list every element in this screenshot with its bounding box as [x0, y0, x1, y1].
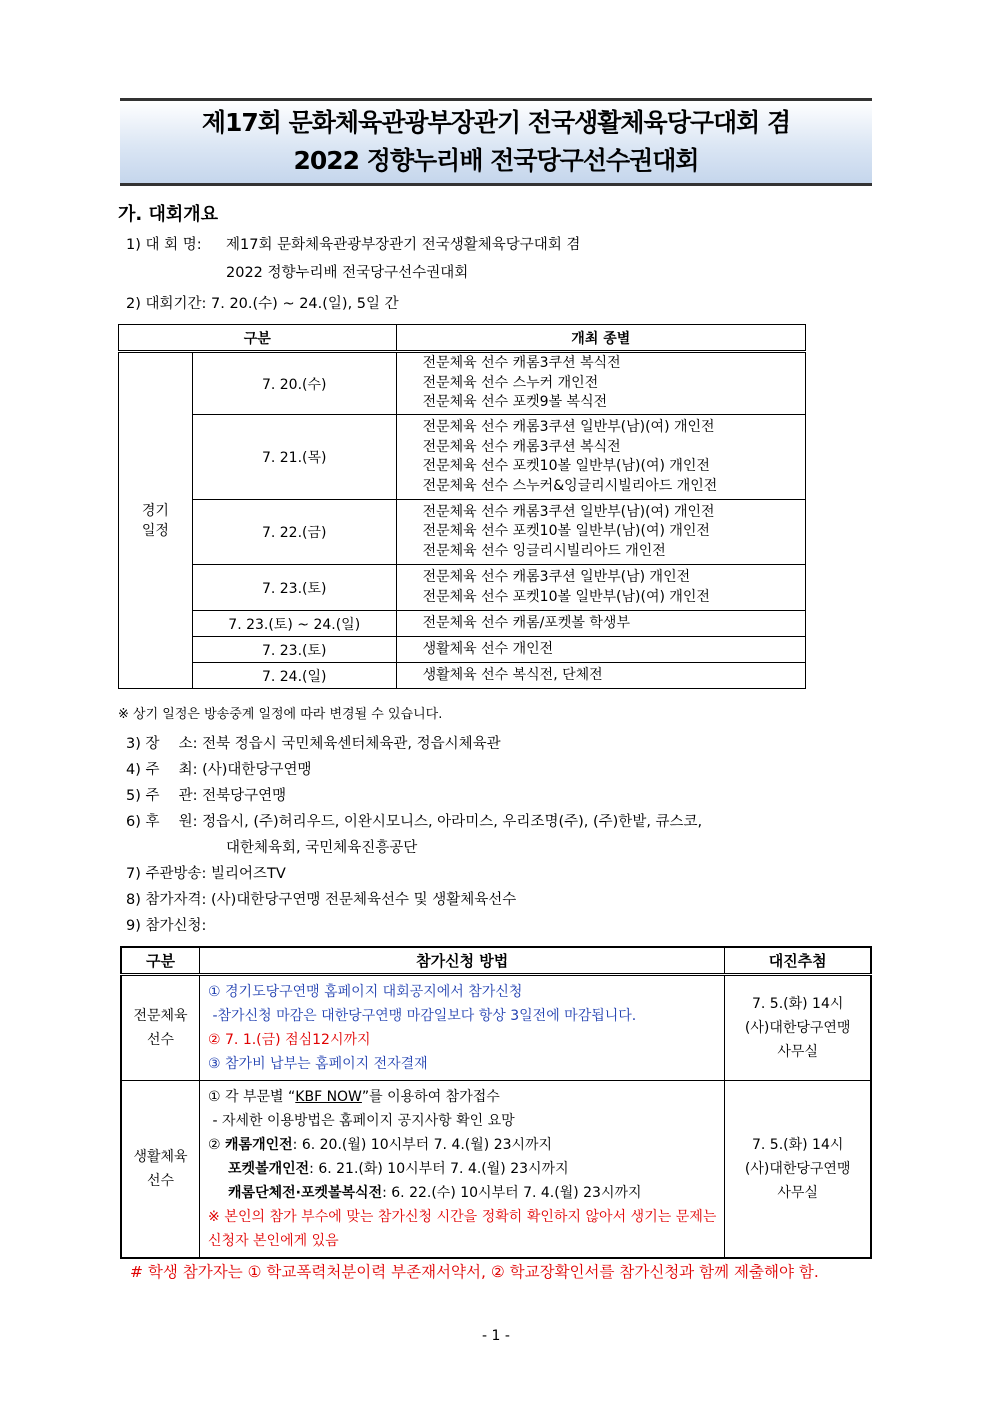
schedule-events — [396, 663, 805, 689]
table-row — [119, 415, 806, 500]
header-category: 구분 — [121, 947, 200, 975]
event-item: 전문체육 선수 스누커&잉글리시빌리아드 개인전 — [422, 477, 718, 494]
method-text: ① 각 부문별 “ — [208, 1089, 296, 1105]
method-line: - 자세한 이용방법은 홈페이지 공지사항 확인 요망 — [208, 1113, 515, 1129]
venue-line: 3) 장 소: 전북 정읍시 국민체육센터체육관, 정읍시체육관 — [126, 736, 501, 752]
schedule-events — [396, 352, 805, 415]
method-bold: 캐롬단체전·포켓볼복식전 — [228, 1185, 383, 1201]
section-heading: 가. 대회개요 — [118, 204, 219, 225]
draw-amateur: 7. 5.(화) 14시 (사)대한당구연맹 사무실 — [725, 1081, 871, 1259]
draw-pro: 7. 5.(화) 14시 (사)대한당구연맹 사무실 — [725, 975, 871, 1081]
table-row — [119, 611, 806, 637]
method-line — [208, 1085, 716, 1109]
table-row — [121, 975, 871, 1081]
sponsor-line-1: 6) 후 원: 정읍시, (주)허리우드, 이완시모니스, 아라미스, 우리조명(주), (주)한밭, 큐스코, — [126, 814, 703, 830]
event-item: 전문체육 선수 캐롬3쿠션 일반부(남)(여) 개인전 — [422, 419, 715, 435]
schedule-events — [396, 637, 805, 663]
broadcast-line: 7) 주관방송: 빌리어즈TV — [126, 866, 286, 882]
event-item: 생활체육 선수 개인전 — [422, 640, 554, 657]
event-item: 생활체육 선수 복식전, 단체전 — [422, 666, 603, 683]
table-row — [119, 352, 806, 415]
method-text: : 6. 22.(수) 10시부터 7. 4.(월) 23시까지 — [382, 1185, 642, 1201]
event-item: 전문체육 선수 캐롬3쿠션 복식전 — [422, 438, 621, 455]
event-name-line-1: 제17회 문화체육관광부장관기 전국생활체육당구대회 겸 — [226, 237, 581, 253]
event-item: 전문체육 선수 스누커 개인전 — [422, 374, 599, 391]
method-text: : 6. 21.(화) 10시부터 7. 4.(월) 23시까지 — [309, 1161, 569, 1177]
application-table — [120, 946, 872, 1259]
method-bold: 포켓볼개인전 — [228, 1161, 310, 1177]
method-line — [208, 1157, 716, 1181]
schedule-date: 7. 23.(토) ~ 24.(일) — [192, 611, 396, 637]
schedule-date: 7. 23.(토) — [192, 565, 396, 611]
event-item: 전문체육 선수 포켓10볼 일반부(남)(여) 개인전 — [422, 588, 710, 605]
deadline-line: ② 7. 1.(금) 점심12시까지 — [208, 1032, 371, 1048]
method-line — [208, 1181, 716, 1205]
schedule-table — [118, 324, 806, 689]
header-category: 구분 — [119, 325, 397, 352]
event-name-line-2: 2022 정향누리배 전국당구선수권대회 — [226, 265, 469, 281]
method-pro — [200, 975, 725, 1081]
header-method: 참가신청 방법 — [200, 947, 725, 975]
application-line: 9) 참가신청: — [126, 918, 207, 934]
method-bold: 캐롬개인전 — [225, 1137, 293, 1153]
table-row — [119, 663, 806, 689]
header-events: 개최 종별 — [396, 325, 805, 352]
event-name-label: 1) 대 회 명: — [126, 237, 202, 253]
header-draw: 대진추첨 — [725, 947, 871, 975]
kbf-now-link[interactable]: KBF NOW — [295, 1089, 362, 1105]
event-item: 전문체육 선수 포켓9볼 복식전 — [422, 394, 608, 411]
sponsor-line-2: 대한체육회, 국민체육진흥공단 — [226, 840, 418, 856]
title-line-2: 2022 정향누리배 전국당구선수권대회 — [293, 146, 699, 175]
schedule-date: 7. 20.(수) — [192, 352, 396, 415]
event-item: 전문체육 선수 캐롬3쿠션 일반부(남)(여) 개인전 — [422, 503, 715, 520]
title-line-1: 제17회 문화체육관광부장관기 전국생활체육당구대회 겸 — [201, 108, 791, 137]
event-item: 전문체육 선수 캐롬3쿠션 일반부(남) 개인전 — [422, 569, 691, 585]
method-amateur — [200, 1081, 725, 1259]
schedule-header-row — [119, 325, 806, 352]
event-item: 전문체육 선수 포켓10볼 일반부(남)(여) 개인전 — [422, 458, 710, 474]
organizer-line: 5) 주 관: 전북당구연맹 — [126, 788, 287, 804]
schedule-note: ※ 상기 일정은 방송중계 일정에 따라 변경될 수 있습니다. — [118, 707, 443, 722]
schedule-events — [396, 500, 805, 565]
method-text: ② — [208, 1137, 226, 1153]
event-period: 2) 대회기간: 7. 20.(수) ~ 24.(일), 5일 간 — [126, 296, 399, 312]
table-row — [119, 637, 806, 663]
schedule-date: 7. 24.(일) — [192, 663, 396, 689]
method-line: ③ 참가비 납부는 홈페이지 전자결재 — [208, 1056, 428, 1072]
category-amateur: 생활체육 선수 — [121, 1081, 200, 1259]
method-line: -참가신청 마감은 대한당구연맹 마감일보다 항상 3일전에 마감됩니다. — [208, 1008, 637, 1024]
category-pro: 전문체육 선수 — [121, 975, 200, 1081]
eligibility-line: 8) 참가자격: (사)대한당구연맹 전문체육선수 및 생활체육선수 — [126, 892, 517, 908]
method-text: ”를 이용하여 참가접수 — [361, 1089, 500, 1105]
method-line — [208, 1133, 716, 1157]
event-item: 전문체육 선수 캐롬/포켓볼 학생부 — [422, 614, 630, 631]
table-row — [121, 1081, 871, 1259]
method-line: ① 경기도당구연맹 홈페이지 대회공지에서 참가신청 — [208, 984, 523, 1000]
event-item: 전문체육 선수 포켓10볼 일반부(남)(여) 개인전 — [422, 523, 710, 540]
schedule-date: 7. 22.(금) — [192, 500, 396, 565]
event-item: 전문체육 선수 캐롬3쿠션 복식전 — [422, 355, 621, 372]
schedule-events — [396, 611, 805, 637]
schedule-date: 7. 23.(토) — [192, 637, 396, 663]
warning-line: ※ 본인의 참가 부수에 맞는 참가신청 시간을 정확히 확인하지 않아서 생기는 문제는 신청자 본인에게 있음 — [208, 1209, 717, 1249]
schedule-events — [396, 415, 805, 500]
host-line: 4) 주 최: (사)대한당구연맹 — [126, 762, 312, 778]
table-row — [119, 565, 806, 611]
method-text: : 6. 20.(월) 10시부터 7. 4.(월) 23시까지 — [292, 1137, 553, 1153]
page-number: - 1 - — [482, 1328, 510, 1344]
event-item: 전문체육 선수 잉글리시빌리아드 개인전 — [422, 542, 666, 559]
schedule-date: 7. 21.(목) — [192, 415, 396, 500]
schedule-group-label: 경기 일정 — [119, 352, 193, 689]
table-row — [119, 500, 806, 565]
title-banner — [120, 98, 872, 186]
schedule-events — [396, 565, 805, 611]
application-header-row — [121, 947, 871, 975]
student-footnote: # 학생 참가자는 ① 학교폭력처분이력 부존재서약서, ② 학교장확인서를 참가신청과 함께 제출해야 함. — [130, 1263, 819, 1281]
